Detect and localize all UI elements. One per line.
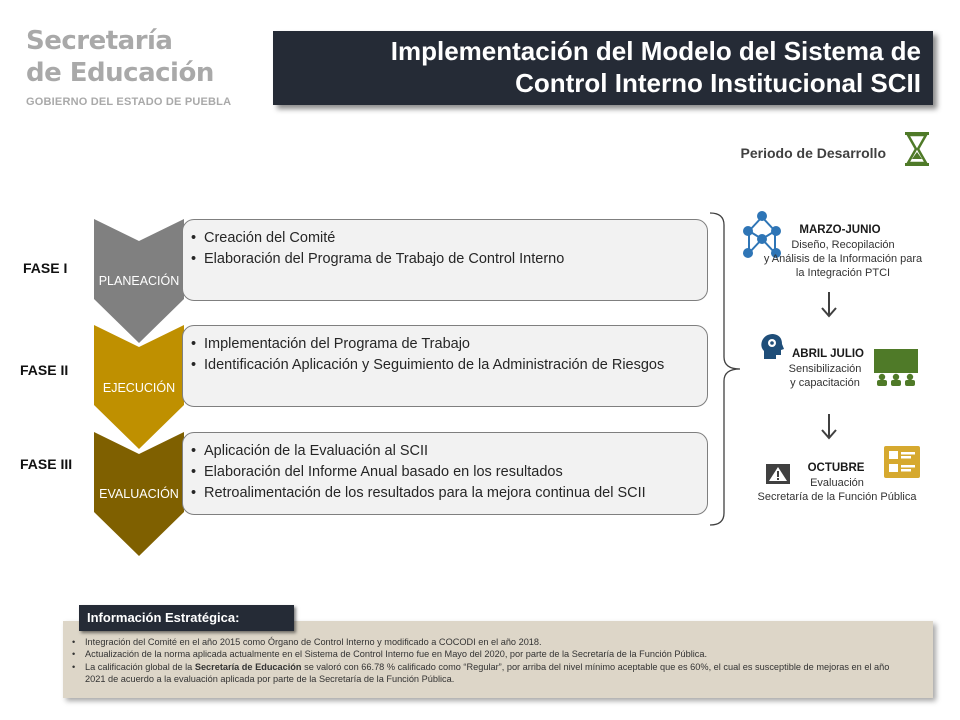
phase-3-box [182,432,708,515]
timeline-desc-line: Evaluación [810,477,864,489]
timeline-desc-line: Secretaría de la Función Pública [757,491,917,503]
ejecucion-label: EJECUCIÓN [102,381,176,395]
bracket-brace [706,211,744,527]
down-arrow-icon [820,413,838,441]
fase-1-label: FASE I [23,260,68,276]
timeline-desc-line: Diseño, Recopilación [791,239,895,251]
timeline-month-2: ABRIL JULIO [792,348,864,360]
timeline-desc-line: y capacitación [790,377,860,389]
info-item-text: se valoró con 66.78 % calificado como “Regular”, por arriba del nivel mínimo aceptable que es 60%, el cual es susceptible de mejoras en el año 2021 de acuerdo a la evaluación aplicada por parte de la Secretaría de la Función Pública. [85,661,890,685]
phase-3-item: • Elaboración del Informe Anual basado en los resultados [191,462,697,483]
planeacion-label: PLANEACIÓN [98,274,180,288]
info-item: • Integración del Comité en el año 2015 como Órgano de Control Interno y modificado a COCODI en el año 2018. [72,636,892,648]
timeline-desc-1 [748,238,938,280]
checklist-icon [884,446,920,478]
fase-2-label: FASE II [20,362,69,378]
phase-3-item: • Aplicación de la Evaluación al SCII [191,441,697,462]
logo-line2: de Educación [26,58,214,88]
evaluacion-label: EVALUACIÓN [99,487,179,501]
phase-2-item: • Identificación Aplicación y Seguimiento de la Administración de Riesgos [191,355,697,376]
page-title [273,31,933,105]
fase-3-label: FASE III [20,456,73,472]
timeline-desc-3 [745,476,929,504]
info-item: • Actualización de la norma aplicada actualmente en el Sistema de Control Interno fue en Mayo del 2020, por parte de la Secretaría de la Función Pública. [72,648,892,660]
logo-subtitle: GOBIERNO DEL ESTADO DE PUEBLA [26,96,232,108]
timeline-desc-2 [780,362,870,390]
phase-2-item: • Implementación del Programa de Trabajo [191,334,697,355]
timeline-desc-line: la Integración PTCI [795,267,891,279]
timeline-desc-line: y Análisis de la Información para [763,253,923,265]
phase-2-box [182,325,708,407]
info-title: Información Estratégica: [79,605,294,631]
info-item-bold: Secretaría de Educación [194,661,302,672]
phase-1-item: • Elaboración del Programa de Trabajo de Control Interno [191,249,697,270]
info-list [72,636,892,686]
timeline-desc-line: Sensibilización [788,363,862,375]
periodo-label: Periodo de Desarrollo [740,145,886,161]
timeline-month-3: OCTUBRE [807,462,865,474]
title-line1: Implementación del Modelo del Sistema de [390,36,921,66]
phase-1-box [182,219,708,301]
classroom-icon [873,348,919,386]
down-arrow-icon [820,291,838,319]
title-line2: Control Interno Institucional SCII [515,68,921,98]
phase-1-item: • Creación del Comité [191,228,697,249]
logo-line1: Secretaría [26,26,173,56]
hourglass-icon [904,131,930,167]
phase-3-item: • Retroalimentación de los resultados para la mejora continua del SCII [191,483,697,504]
info-item-text: La calificación global de la [85,661,195,672]
head-gears-icon [760,333,784,361]
timeline-month-1: MARZO-JUNIO [799,224,881,236]
info-item [72,661,892,686]
